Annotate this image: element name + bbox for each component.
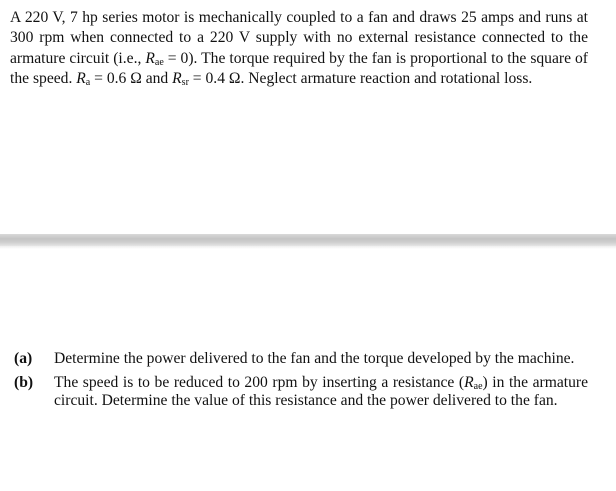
- problem-text-1: A 220 V, 7 hp series motor is mechanically coupled to a fan and draws 25 amps and runs at 300 rpm when connected to a 220 V supply with no external resistance connected to the armature circuit (i.e.,: [10, 9, 588, 67]
- r-sr-subscript: sr: [181, 77, 189, 89]
- part-a: [14, 350, 588, 369]
- problem-statement: [10, 8, 588, 90]
- part-b-r-symbol: R: [464, 373, 474, 391]
- section-divider: [0, 234, 616, 246]
- r-ae-symbol: R: [145, 49, 155, 67]
- section-divider-shadow: [0, 246, 616, 249]
- part-b-text-2: ) in the armature circuit. Determine the value of this resistance and the power delivered to the fan.: [54, 373, 588, 410]
- part-a-text: Determine the power delivered to the fan and the torque developed by the machine.: [54, 350, 575, 367]
- part-b-r-subscript: ae: [473, 380, 483, 392]
- part-a-label: (a): [14, 350, 33, 367]
- part-b-text-1: The speed is to be reduced to 200 rpm by inserting a resistance (: [54, 373, 465, 391]
- part-b-label: (b): [14, 373, 34, 391]
- r-ae-subscript: ae: [154, 56, 164, 68]
- problem-text-3: = 0.6 Ω and: [90, 70, 173, 88]
- part-b-text: [54, 374, 588, 411]
- problem-text-2: = 0). The torque required by the fan is proportional to the square of the speed.: [10, 49, 589, 88]
- problem-text-4: = 0.4 Ω. Neglect armature reaction and rotational loss.: [188, 70, 533, 88]
- question-parts: [14, 350, 588, 416]
- r-a-symbol: R: [76, 70, 86, 88]
- part-b: [14, 374, 588, 411]
- r-sr-symbol: R: [172, 70, 182, 88]
- r-a-subscript: a: [85, 77, 91, 89]
